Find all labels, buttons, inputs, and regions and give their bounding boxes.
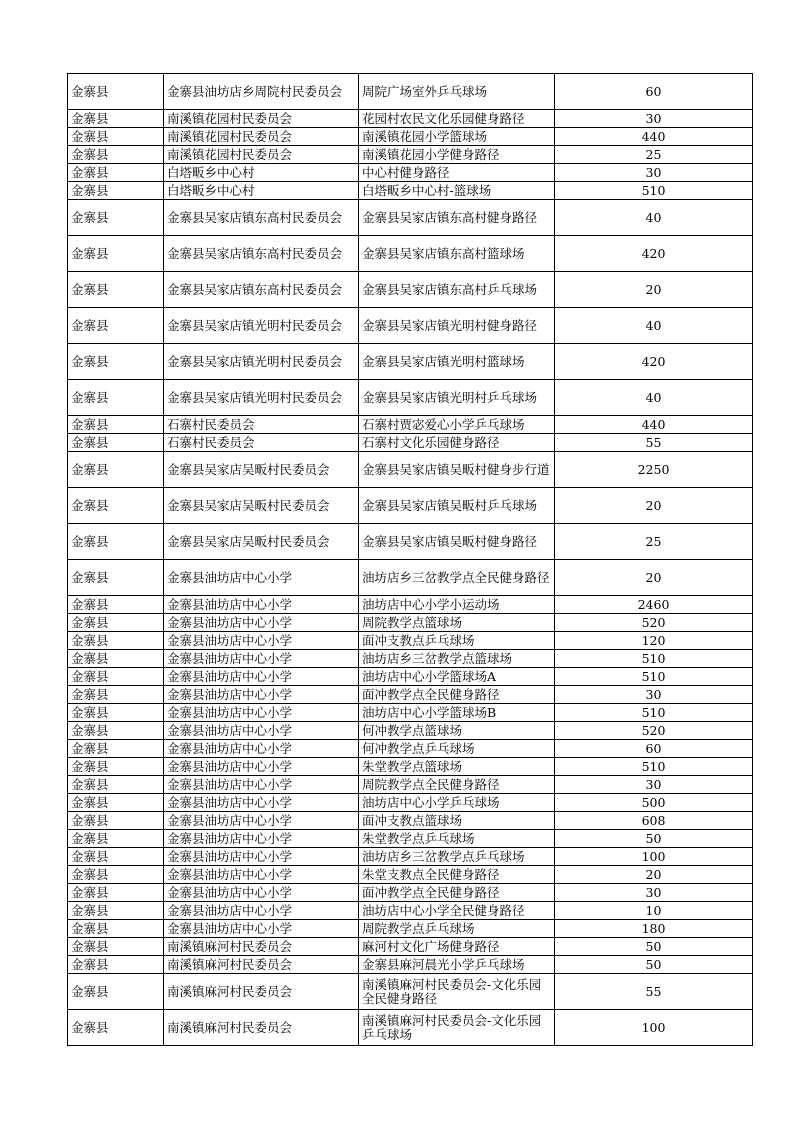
- county-cell: 金寨县: [68, 812, 164, 830]
- area-cell: 30: [555, 776, 753, 794]
- area-cell: 500: [555, 794, 753, 812]
- area-cell: 120: [555, 632, 753, 650]
- venue-cell: 周院广场室外乒乓球场: [359, 74, 555, 110]
- area-cell: 40: [555, 380, 753, 416]
- unit-cell: 金寨县油坊店中心小学: [164, 776, 359, 794]
- unit-cell: 金寨县油坊店中心小学: [164, 758, 359, 776]
- area-cell: 100: [555, 848, 753, 866]
- county-cell: 金寨县: [68, 650, 164, 668]
- table-row: [68, 920, 753, 938]
- table-row: [68, 830, 753, 848]
- venue-cell: 石寨村文化乐园健身路径: [359, 434, 555, 452]
- county-cell: 金寨县: [68, 452, 164, 488]
- table-row: [68, 758, 753, 776]
- venue-cell: 金寨县麻河晨光小学乒乓球场: [359, 956, 555, 974]
- table-row: [68, 956, 753, 974]
- county-cell: 金寨县: [68, 614, 164, 632]
- table-row: [68, 632, 753, 650]
- county-cell: 金寨县: [68, 488, 164, 524]
- area-cell: 510: [555, 758, 753, 776]
- area-cell: 510: [555, 668, 753, 686]
- area-cell: 20: [555, 488, 753, 524]
- county-cell: 金寨县: [68, 308, 164, 344]
- area-cell: 440: [555, 416, 753, 434]
- county-cell: 金寨县: [68, 920, 164, 938]
- county-cell: 金寨县: [68, 884, 164, 902]
- venue-cell: 油坊店中心小学篮球场B: [359, 704, 555, 722]
- table-row: [68, 614, 753, 632]
- table-row: [68, 776, 753, 794]
- venue-cell: 油坊店中心小学篮球场A: [359, 668, 555, 686]
- unit-cell: 金寨县油坊店中心小学: [164, 848, 359, 866]
- unit-cell: 金寨县油坊店中心小学: [164, 632, 359, 650]
- table-row: [68, 704, 753, 722]
- unit-cell: 石寨村民委员会: [164, 434, 359, 452]
- venue-cell: 中心村健身路径: [359, 164, 555, 182]
- unit-cell: 金寨县吴家店镇光明村民委员会: [164, 380, 359, 416]
- venue-cell: 金寨县吴家店镇吴畈村健身步行道: [359, 452, 555, 488]
- table-row: [68, 740, 753, 758]
- area-cell: 2460: [555, 596, 753, 614]
- unit-cell: 金寨县油坊店中心小学: [164, 722, 359, 740]
- county-cell: 金寨县: [68, 902, 164, 920]
- unit-cell: 金寨县吴家店吴畈村民委员会: [164, 452, 359, 488]
- table-row: [68, 902, 753, 920]
- unit-cell: 金寨县油坊店中心小学: [164, 902, 359, 920]
- table-row: [68, 722, 753, 740]
- table-row: [68, 668, 753, 686]
- area-cell: 30: [555, 164, 753, 182]
- unit-cell: 金寨县油坊店中心小学: [164, 812, 359, 830]
- table-row: [68, 1010, 753, 1046]
- county-cell: 金寨县: [68, 272, 164, 308]
- venue-cell: 朱堂教学点乒乓球场: [359, 830, 555, 848]
- area-cell: 420: [555, 344, 753, 380]
- unit-cell: 南溪镇麻河村民委员会: [164, 956, 359, 974]
- venue-cell: 南溪镇麻河村民委员会-文化乐园乒乓球场: [359, 1010, 555, 1046]
- area-cell: 40: [555, 308, 753, 344]
- area-cell: 55: [555, 974, 753, 1010]
- table-row: [68, 146, 753, 164]
- area-cell: 50: [555, 956, 753, 974]
- table-row: [68, 812, 753, 830]
- area-cell: 30: [555, 884, 753, 902]
- area-cell: 510: [555, 650, 753, 668]
- table-row: [68, 488, 753, 524]
- venue-table: [67, 73, 753, 1046]
- venue-cell: 面冲教学点全民健身路径: [359, 884, 555, 902]
- venue-cell: 朱堂教学点篮球场: [359, 758, 555, 776]
- county-cell: 金寨县: [68, 974, 164, 1010]
- unit-cell: 金寨县油坊店中心小学: [164, 614, 359, 632]
- table-row: [68, 560, 753, 596]
- unit-cell: 南溪镇麻河村民委员会: [164, 1010, 359, 1046]
- county-cell: 金寨县: [68, 74, 164, 110]
- area-cell: 520: [555, 722, 753, 740]
- area-cell: 50: [555, 938, 753, 956]
- venue-cell: 油坊店中心小学全民健身路径: [359, 902, 555, 920]
- venue-cell: 白塔畈乡中心村-篮球场: [359, 182, 555, 200]
- unit-cell: 白塔畈乡中心村: [164, 182, 359, 200]
- venue-cell: 金寨县吴家店镇光明村乒乓球场: [359, 380, 555, 416]
- unit-cell: 金寨县油坊店中心小学: [164, 884, 359, 902]
- table-row: [68, 596, 753, 614]
- county-cell: 金寨县: [68, 632, 164, 650]
- unit-cell: 金寨县吴家店吴畈村民委员会: [164, 488, 359, 524]
- table-row: [68, 884, 753, 902]
- table-row: [68, 182, 753, 200]
- table-row: [68, 866, 753, 884]
- venue-cell: 麻河村文化广场健身路径: [359, 938, 555, 956]
- area-cell: 25: [555, 524, 753, 560]
- venue-cell: 何冲教学点篮球场: [359, 722, 555, 740]
- venue-cell: 朱堂支教点全民健身路径: [359, 866, 555, 884]
- county-cell: 金寨县: [68, 848, 164, 866]
- venue-cell: 油坊店乡三岔教学点乒乓球场: [359, 848, 555, 866]
- table-row: [68, 236, 753, 272]
- county-cell: 金寨县: [68, 596, 164, 614]
- venue-cell: 面冲教学点全民健身路径: [359, 686, 555, 704]
- table-row: [68, 452, 753, 488]
- table-row: [68, 524, 753, 560]
- unit-cell: 金寨县油坊店中心小学: [164, 830, 359, 848]
- county-cell: 金寨县: [68, 380, 164, 416]
- unit-cell: 金寨县油坊店中心小学: [164, 668, 359, 686]
- table-row: [68, 380, 753, 416]
- venue-cell: 油坊店中心小学乒乓球场: [359, 794, 555, 812]
- county-cell: 金寨县: [68, 182, 164, 200]
- county-cell: 金寨县: [68, 830, 164, 848]
- table-row: [68, 434, 753, 452]
- county-cell: 金寨县: [68, 704, 164, 722]
- area-cell: 10: [555, 902, 753, 920]
- unit-cell: 石寨村民委员会: [164, 416, 359, 434]
- area-cell: 180: [555, 920, 753, 938]
- unit-cell: 金寨县吴家店镇东高村民委员会: [164, 272, 359, 308]
- unit-cell: 金寨县油坊店中心小学: [164, 704, 359, 722]
- venue-cell: 金寨县吴家店镇东高村篮球场: [359, 236, 555, 272]
- county-cell: 金寨县: [68, 668, 164, 686]
- area-cell: 30: [555, 110, 753, 128]
- county-cell: 金寨县: [68, 866, 164, 884]
- table-row: [68, 974, 753, 1010]
- table-row: [68, 128, 753, 146]
- table-row: [68, 650, 753, 668]
- venue-cell: 油坊店乡三岔教学点篮球场: [359, 650, 555, 668]
- venue-cell: 油坊店乡三岔教学点全民健身路径: [359, 560, 555, 596]
- county-cell: 金寨县: [68, 956, 164, 974]
- venue-cell: 何冲教学点乒乓球场: [359, 740, 555, 758]
- unit-cell: 金寨县油坊店中心小学: [164, 866, 359, 884]
- area-cell: 100: [555, 1010, 753, 1046]
- venue-cell: 南溪镇花园小学篮球场: [359, 128, 555, 146]
- area-cell: 20: [555, 866, 753, 884]
- area-cell: 2250: [555, 452, 753, 488]
- venue-cell: 金寨县吴家店镇光明村篮球场: [359, 344, 555, 380]
- venue-cell: 周院教学点篮球场: [359, 614, 555, 632]
- area-cell: 60: [555, 740, 753, 758]
- area-cell: 510: [555, 182, 753, 200]
- county-cell: 金寨县: [68, 146, 164, 164]
- table-body: [68, 74, 753, 1046]
- venue-cell: 金寨县吴家店镇吴畈村健身路径: [359, 524, 555, 560]
- venue-cell: 油坊店中心小学小运动场: [359, 596, 555, 614]
- unit-cell: 金寨县吴家店镇东高村民委员会: [164, 200, 359, 236]
- county-cell: 金寨县: [68, 524, 164, 560]
- area-cell: 30: [555, 686, 753, 704]
- county-cell: 金寨县: [68, 434, 164, 452]
- county-cell: 金寨县: [68, 686, 164, 704]
- table-row: [68, 110, 753, 128]
- county-cell: 金寨县: [68, 344, 164, 380]
- area-cell: 520: [555, 614, 753, 632]
- area-cell: 55: [555, 434, 753, 452]
- area-cell: 608: [555, 812, 753, 830]
- county-cell: 金寨县: [68, 938, 164, 956]
- area-cell: 440: [555, 128, 753, 146]
- venue-cell: 金寨县吴家店镇东高村乒乓球场: [359, 272, 555, 308]
- unit-cell: 南溪镇花园村民委员会: [164, 110, 359, 128]
- area-cell: 40: [555, 200, 753, 236]
- table-row: [68, 164, 753, 182]
- unit-cell: 金寨县油坊店中心小学: [164, 650, 359, 668]
- table-row: [68, 686, 753, 704]
- unit-cell: 金寨县油坊店中心小学: [164, 596, 359, 614]
- unit-cell: 金寨县吴家店镇光明村民委员会: [164, 344, 359, 380]
- county-cell: 金寨县: [68, 236, 164, 272]
- unit-cell: 南溪镇麻河村民委员会: [164, 974, 359, 1010]
- table-row: [68, 272, 753, 308]
- county-cell: 金寨县: [68, 722, 164, 740]
- venue-cell: 金寨县吴家店镇光明村健身路径: [359, 308, 555, 344]
- unit-cell: 南溪镇花园村民委员会: [164, 146, 359, 164]
- unit-cell: 南溪镇花园村民委员会: [164, 128, 359, 146]
- county-cell: 金寨县: [68, 200, 164, 236]
- unit-cell: 金寨县油坊店中心小学: [164, 686, 359, 704]
- county-cell: 金寨县: [68, 164, 164, 182]
- venue-cell: 花园村农民文化乐园健身路径: [359, 110, 555, 128]
- venue-cell: 金寨县吴家店镇吴畈村乒乓球场: [359, 488, 555, 524]
- area-cell: 510: [555, 704, 753, 722]
- table-row: [68, 308, 753, 344]
- table-row: [68, 938, 753, 956]
- county-cell: 金寨县: [68, 794, 164, 812]
- table-row: [68, 848, 753, 866]
- county-cell: 金寨县: [68, 1010, 164, 1046]
- unit-cell: 金寨县吴家店镇光明村民委员会: [164, 308, 359, 344]
- area-cell: 20: [555, 272, 753, 308]
- unit-cell: 金寨县油坊店中心小学: [164, 740, 359, 758]
- area-cell: 60: [555, 74, 753, 110]
- unit-cell: 白塔畈乡中心村: [164, 164, 359, 182]
- venue-cell: 面冲支教点篮球场: [359, 812, 555, 830]
- area-cell: 420: [555, 236, 753, 272]
- county-cell: 金寨县: [68, 776, 164, 794]
- table-row: [68, 794, 753, 812]
- unit-cell: 金寨县吴家店吴畈村民委员会: [164, 524, 359, 560]
- unit-cell: 金寨县油坊店中心小学: [164, 794, 359, 812]
- venue-cell: 面冲支教点乒乓球场: [359, 632, 555, 650]
- area-cell: 20: [555, 560, 753, 596]
- table-row: [68, 344, 753, 380]
- unit-cell: 金寨县油坊店中心小学: [164, 560, 359, 596]
- unit-cell: 金寨县油坊店乡周院村民委员会: [164, 74, 359, 110]
- unit-cell: 金寨县吴家店镇东高村民委员会: [164, 236, 359, 272]
- table-row: [68, 74, 753, 110]
- venue-cell: 南溪镇麻河村民委员会-文化乐园全民健身路径: [359, 974, 555, 1010]
- county-cell: 金寨县: [68, 560, 164, 596]
- unit-cell: 南溪镇麻河村民委员会: [164, 938, 359, 956]
- county-cell: 金寨县: [68, 416, 164, 434]
- table-row: [68, 200, 753, 236]
- venue-cell: 金寨县吴家店镇东高村健身路径: [359, 200, 555, 236]
- area-cell: 25: [555, 146, 753, 164]
- venue-cell: 周院教学点乒乓球场: [359, 920, 555, 938]
- county-cell: 金寨县: [68, 128, 164, 146]
- county-cell: 金寨县: [68, 110, 164, 128]
- unit-cell: 金寨县油坊店中心小学: [164, 920, 359, 938]
- venue-cell: 石寨村贾宓爱心小学乒乓球场: [359, 416, 555, 434]
- county-cell: 金寨县: [68, 758, 164, 776]
- venue-cell: 南溪镇花园小学健身路径: [359, 146, 555, 164]
- table-row: [68, 416, 753, 434]
- venue-cell: 周院教学点全民健身路径: [359, 776, 555, 794]
- county-cell: 金寨县: [68, 740, 164, 758]
- area-cell: 50: [555, 830, 753, 848]
